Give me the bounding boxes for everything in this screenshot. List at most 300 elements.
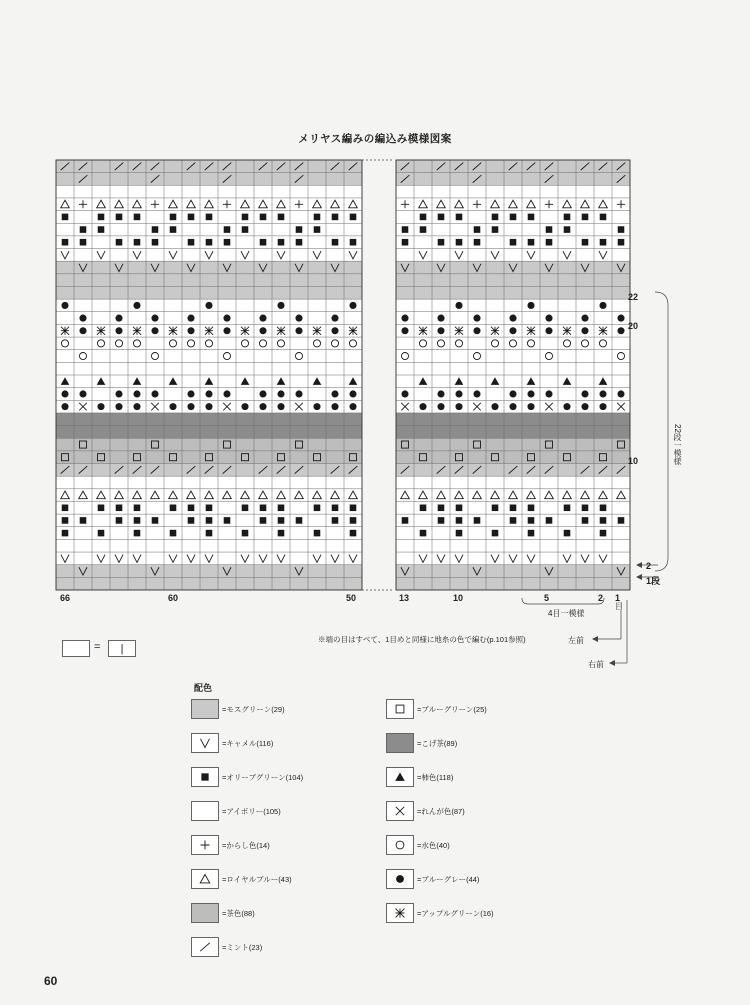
legend-swatch: [191, 801, 219, 821]
square-symbol: [80, 226, 87, 233]
legend-label: =アップルグリーン(16): [417, 908, 494, 918]
dot-symbol: [187, 403, 194, 410]
square-symbol: [98, 530, 105, 537]
square-symbol: [438, 239, 445, 246]
dot-symbol: [331, 327, 338, 334]
square-symbol: [152, 239, 159, 246]
square-symbol: [224, 239, 231, 246]
dot-symbol: [527, 403, 534, 410]
dot-symbol: [133, 403, 140, 410]
dot-symbol: [61, 302, 68, 309]
legend-swatch: [386, 835, 414, 855]
dblx-symbol: [491, 327, 499, 335]
square-symbol: [314, 530, 321, 537]
square-symbol: [296, 226, 303, 233]
legend-label: =からし色(14): [222, 840, 270, 850]
square-symbol: [278, 239, 285, 246]
legend-label: =ブルーグリーン(25): [417, 704, 487, 714]
chart-row-fill: [56, 185, 362, 198]
legend-item: [191, 834, 270, 856]
row-label-2: 2: [646, 561, 652, 571]
col-label-5: 5: [544, 593, 550, 603]
hollowsq-symbol: [396, 705, 404, 713]
dblx-symbol: [97, 327, 105, 335]
legend-label: =水色(40): [417, 840, 450, 850]
dot-symbol: [349, 302, 356, 309]
dot-symbol: [437, 403, 444, 410]
square-symbol: [438, 505, 445, 512]
square-symbol: [80, 517, 87, 524]
legend-item: [386, 834, 450, 856]
square-symbol: [116, 517, 123, 524]
dblx-icon: [390, 905, 410, 921]
square-symbol: [510, 505, 517, 512]
arrow-head: [636, 562, 642, 568]
legend-item: [191, 936, 262, 958]
legend-label: =ロイヤルブルー(43): [222, 874, 292, 884]
dblx-symbol: [419, 327, 427, 335]
row-label-22: 22: [628, 292, 639, 302]
square-symbol: [332, 239, 339, 246]
dblx-symbol: [563, 327, 571, 335]
square-symbol: [474, 226, 481, 233]
dot-symbol: [133, 390, 140, 397]
legend-label: =茶色(88): [222, 908, 255, 918]
triangle-icon: [195, 871, 215, 887]
square-symbol: [170, 530, 177, 537]
circle-symbol: [396, 841, 404, 849]
square-symbol: [170, 505, 177, 512]
square-symbol: [456, 530, 463, 537]
square-symbol: [98, 226, 105, 233]
square-symbol: [206, 214, 213, 221]
col-label-50: 50: [346, 593, 357, 603]
chart-row-fill: [396, 451, 630, 464]
dot-symbol: [599, 403, 606, 410]
dot-symbol: [599, 390, 606, 397]
dot-symbol: [115, 315, 122, 322]
dblx-symbol: [455, 327, 463, 335]
square-symbol: [332, 505, 339, 512]
square-symbol: [62, 517, 69, 524]
chart-row-fill: [56, 312, 362, 325]
dot-symbol: [259, 390, 266, 397]
square-symbol: [402, 517, 409, 524]
dblx-symbol: [396, 909, 405, 918]
square-symbol: [492, 505, 499, 512]
chart-row-fill: [56, 577, 362, 590]
square-symbol: [260, 239, 267, 246]
square-symbol: [206, 505, 213, 512]
knit-stitch-glyph: |: [120, 642, 124, 655]
square-symbol: [242, 226, 249, 233]
dot-symbol: [151, 315, 158, 322]
slash-symbol: [200, 943, 210, 951]
square-symbol: [206, 530, 213, 537]
chart-row-fill: [56, 539, 362, 552]
legend-item: [191, 800, 281, 822]
right-pattern-chart: [396, 160, 630, 590]
square-symbol: [134, 517, 141, 524]
legend-label: =アイボリー(105): [222, 806, 281, 816]
square-symbol: [564, 530, 571, 537]
dot-symbol: [509, 403, 516, 410]
chart-row-fill: [396, 438, 630, 451]
chart-row-fill: [396, 299, 630, 312]
row-label-1: 1段: [646, 576, 661, 586]
legend-label: =モスグリーン(29): [222, 704, 285, 714]
legend-swatch: [191, 835, 219, 855]
brown-icon: [195, 905, 215, 921]
chart-row-fill: [396, 426, 630, 439]
dot-symbol: [295, 390, 302, 397]
square-symbol: [134, 214, 141, 221]
v-icon: [195, 735, 215, 751]
dot-symbol: [527, 302, 534, 309]
square-symbol: [402, 239, 409, 246]
legend-label: =柿色(118): [417, 772, 454, 782]
square-symbol: [582, 214, 589, 221]
square-symbol: [456, 214, 463, 221]
chart-row-fill: [56, 413, 362, 426]
dot-symbol: [509, 390, 516, 397]
col-repeat-bracket: [522, 598, 604, 604]
dot-symbol: [473, 327, 480, 334]
legend-swatch: [191, 733, 219, 753]
dot-symbol: [401, 327, 408, 334]
legend-swatch: [191, 767, 219, 787]
square-symbol: [242, 505, 249, 512]
square-symbol: [546, 517, 553, 524]
dot-symbol: [545, 390, 552, 397]
legend-item: [191, 902, 255, 924]
chart-row-fill: [396, 565, 630, 578]
dot-symbol: [401, 390, 408, 397]
edge-stitch-label: 目: [615, 602, 623, 611]
chart-row-fill: [396, 173, 630, 186]
x-symbol: [396, 807, 404, 815]
square-symbol: [116, 505, 123, 512]
chart-row-fill: [56, 337, 362, 350]
chart-row-fill: [396, 223, 630, 236]
dot-symbol: [437, 390, 444, 397]
square-symbol: [456, 239, 463, 246]
dot-symbol: [187, 327, 194, 334]
square-symbol: [188, 505, 195, 512]
legend-swatch: [191, 903, 219, 923]
square-symbol: [420, 226, 427, 233]
square-symbol: [582, 505, 589, 512]
plain-stitch-box: [62, 640, 90, 657]
square-symbol: [116, 239, 123, 246]
dot-symbol: [115, 403, 122, 410]
square-symbol: [564, 226, 571, 233]
square-symbol: [618, 517, 625, 524]
square-symbol: [600, 505, 607, 512]
square-symbol: [170, 226, 177, 233]
legend-item: [386, 766, 453, 788]
square-symbol: [438, 517, 445, 524]
square-symbol: [188, 214, 195, 221]
dot-symbol: [419, 403, 426, 410]
page-number: 60: [44, 974, 58, 988]
square-symbol: [296, 239, 303, 246]
square-symbol: [170, 214, 177, 221]
plus-icon: [195, 837, 215, 853]
square-symbol: [260, 517, 267, 524]
dot-symbol: [241, 403, 248, 410]
legend-item: [386, 732, 457, 754]
square-symbol: [438, 214, 445, 221]
square-symbol: [188, 517, 195, 524]
dblx-symbol: [599, 327, 607, 335]
square-symbol: [582, 517, 589, 524]
dot-symbol: [169, 403, 176, 410]
square-symbol: [152, 517, 159, 524]
left-front-label: 左前: [568, 636, 584, 645]
square-symbol: [402, 226, 409, 233]
dot-symbol: [295, 315, 302, 322]
dot-symbol: [563, 403, 570, 410]
legend-swatch: [191, 869, 219, 889]
legend-swatch: [386, 869, 414, 889]
dot-symbol: [509, 315, 516, 322]
legend-item: [386, 698, 487, 720]
square-symbol: [600, 239, 607, 246]
dot-symbol: [599, 302, 606, 309]
left-pattern-chart: [56, 160, 362, 590]
col-label-1: 1: [615, 593, 621, 603]
col-label-13: 13: [399, 593, 410, 603]
dot-symbol: [331, 315, 338, 322]
legend-label: =こげ茶(89): [417, 738, 458, 748]
dblx-symbol: [133, 327, 141, 335]
dot-symbol: [617, 327, 624, 334]
square-symbol: [278, 505, 285, 512]
x-icon: [390, 803, 410, 819]
square-symbol: [492, 226, 499, 233]
square-symbol: [278, 517, 285, 524]
legend-swatch: [386, 801, 414, 821]
chart-row-fill: [56, 438, 362, 451]
dot-symbol: [581, 390, 588, 397]
square-symbol: [350, 530, 357, 537]
dot-symbol: [79, 327, 86, 334]
dot-symbol: [61, 403, 68, 410]
moss-icon: [195, 701, 215, 717]
dot-symbol: [581, 327, 588, 334]
square-symbol: [278, 214, 285, 221]
dot-symbol: [455, 403, 462, 410]
square-symbol: [314, 505, 321, 512]
square-symbol: [600, 530, 607, 537]
legend-swatch: [386, 767, 414, 787]
square-symbol: [546, 239, 553, 246]
legend-label: =オリーブグリーン(104): [222, 772, 304, 782]
square-symbol: [296, 517, 303, 524]
chart-row-fill: [396, 375, 630, 388]
square-symbol: [456, 505, 463, 512]
legend-label: =ブルーグレー(44): [417, 874, 480, 884]
dot-symbol: [437, 315, 444, 322]
dot-symbol: [545, 315, 552, 322]
legend-item: [191, 868, 292, 890]
chart-row-fill: [56, 274, 362, 287]
dot-symbol: [473, 390, 480, 397]
square-symbol: [242, 214, 249, 221]
dblx-symbol: [349, 327, 357, 335]
arrow-head: [609, 660, 615, 666]
dot-symbol: [79, 315, 86, 322]
chart-row-fill: [56, 350, 362, 363]
plus-symbol: [201, 841, 210, 850]
square-symbol: [350, 517, 357, 524]
square-symbol: [510, 214, 517, 221]
dot-symbol: [277, 302, 284, 309]
square-symbol: [528, 505, 535, 512]
dot-symbol: [205, 390, 212, 397]
chart-row-fill: [396, 249, 630, 262]
square-symbol: [134, 239, 141, 246]
dot-symbol: [617, 390, 624, 397]
square-symbol: [618, 239, 625, 246]
square-icon: [195, 769, 215, 785]
square-symbol: [260, 214, 267, 221]
square-symbol: [62, 214, 69, 221]
legend-swatch: [191, 699, 219, 719]
square-symbol: [80, 239, 87, 246]
dot-symbol: [581, 403, 588, 410]
dot-symbol: [331, 403, 338, 410]
knit-stitch-box: [108, 640, 136, 657]
dot-symbol: [187, 315, 194, 322]
dot-symbol: [401, 315, 408, 322]
dot-symbol: [349, 403, 356, 410]
row-repeat-label: 22段一模様: [673, 424, 682, 465]
square-symbol: [188, 239, 195, 246]
square-symbol: [492, 530, 499, 537]
dot-symbol: [527, 390, 534, 397]
square-symbol: [62, 530, 69, 537]
square-symbol: [224, 517, 231, 524]
square-symbol: [528, 530, 535, 537]
dot-symbol: [223, 390, 230, 397]
dot-symbol: [151, 327, 158, 334]
dot-symbol: [61, 390, 68, 397]
dot-symbol: [295, 327, 302, 334]
dblx-symbol: [205, 327, 213, 335]
dot-symbol: [277, 403, 284, 410]
square-symbol: [528, 239, 535, 246]
dot-symbol: [617, 315, 624, 322]
repeat-label: 4目一模様: [548, 609, 585, 618]
circle-icon: [390, 837, 410, 853]
square-symbol: [201, 773, 208, 780]
blank-icon: [195, 803, 215, 819]
dot-symbol: [437, 327, 444, 334]
square-symbol: [350, 505, 357, 512]
dot-symbol: [205, 403, 212, 410]
square-symbol: [278, 530, 285, 537]
square-symbol: [134, 505, 141, 512]
dot-symbol: [97, 403, 104, 410]
right-front-label: 右前: [588, 660, 604, 669]
row-repeat-bracket: [655, 292, 668, 571]
dblx-symbol: [313, 327, 321, 335]
legend-label: =キャメル(116): [222, 738, 274, 748]
dot-symbol: [473, 315, 480, 322]
square-symbol: [582, 239, 589, 246]
chart-title: メリヤス編みの編込み模様図案: [298, 133, 452, 145]
dot-symbol: [259, 327, 266, 334]
legend-swatch: [386, 699, 414, 719]
legend-swatch: [386, 903, 414, 923]
arrow-head: [592, 636, 598, 642]
dot-symbol: [133, 302, 140, 309]
hollowsq-icon: [390, 701, 410, 717]
dblx-symbol: [61, 327, 69, 335]
square-symbol: [98, 505, 105, 512]
square-symbol: [116, 214, 123, 221]
legend-item: [191, 698, 285, 720]
dblx-symbol: [277, 327, 285, 335]
triangle-symbol: [200, 875, 210, 883]
edge-stitch-note: ※端の目はすべて、1目めと同様に地糸の色で編む(p.101参照): [318, 635, 526, 644]
dot-symbol: [205, 302, 212, 309]
dot-symbol: [396, 875, 404, 883]
dot-icon: [390, 871, 410, 887]
dot-symbol: [259, 403, 266, 410]
square-symbol: [546, 226, 553, 233]
square-symbol: [62, 239, 69, 246]
chart-row-fill: [396, 362, 630, 375]
legend-label: =ミント(23): [222, 942, 263, 952]
filltri-symbol: [395, 773, 405, 781]
chart-row-fill: [396, 539, 630, 552]
dot-symbol: [115, 327, 122, 334]
chart-row-fill: [396, 185, 630, 198]
square-symbol: [528, 517, 535, 524]
dot-symbol: [349, 390, 356, 397]
dot-symbol: [455, 390, 462, 397]
square-symbol: [224, 226, 231, 233]
legend-item: [386, 868, 479, 890]
square-symbol: [456, 517, 463, 524]
col-label-66: 66: [60, 593, 71, 603]
square-symbol: [314, 214, 321, 221]
chart-row-fill: [396, 350, 630, 363]
legend-swatch: [191, 937, 219, 957]
chart-row-fill: [396, 476, 630, 489]
chart-row-fill: [396, 527, 630, 540]
legend-item: [191, 732, 273, 754]
square-symbol: [98, 214, 105, 221]
legend-item: [191, 766, 303, 788]
dot-symbol: [491, 403, 498, 410]
square-symbol: [510, 239, 517, 246]
dot-symbol: [223, 327, 230, 334]
square-symbol: [528, 214, 535, 221]
chart-row-fill: [56, 426, 362, 439]
square-symbol: [350, 239, 357, 246]
dot-symbol: [581, 315, 588, 322]
equals-sign: =: [94, 641, 101, 653]
row-label-10: 10: [628, 456, 639, 466]
legend-label: =れんが色(87): [417, 806, 465, 816]
v-symbol: [201, 739, 210, 748]
chart-row-fill: [56, 173, 362, 186]
square-symbol: [260, 505, 267, 512]
